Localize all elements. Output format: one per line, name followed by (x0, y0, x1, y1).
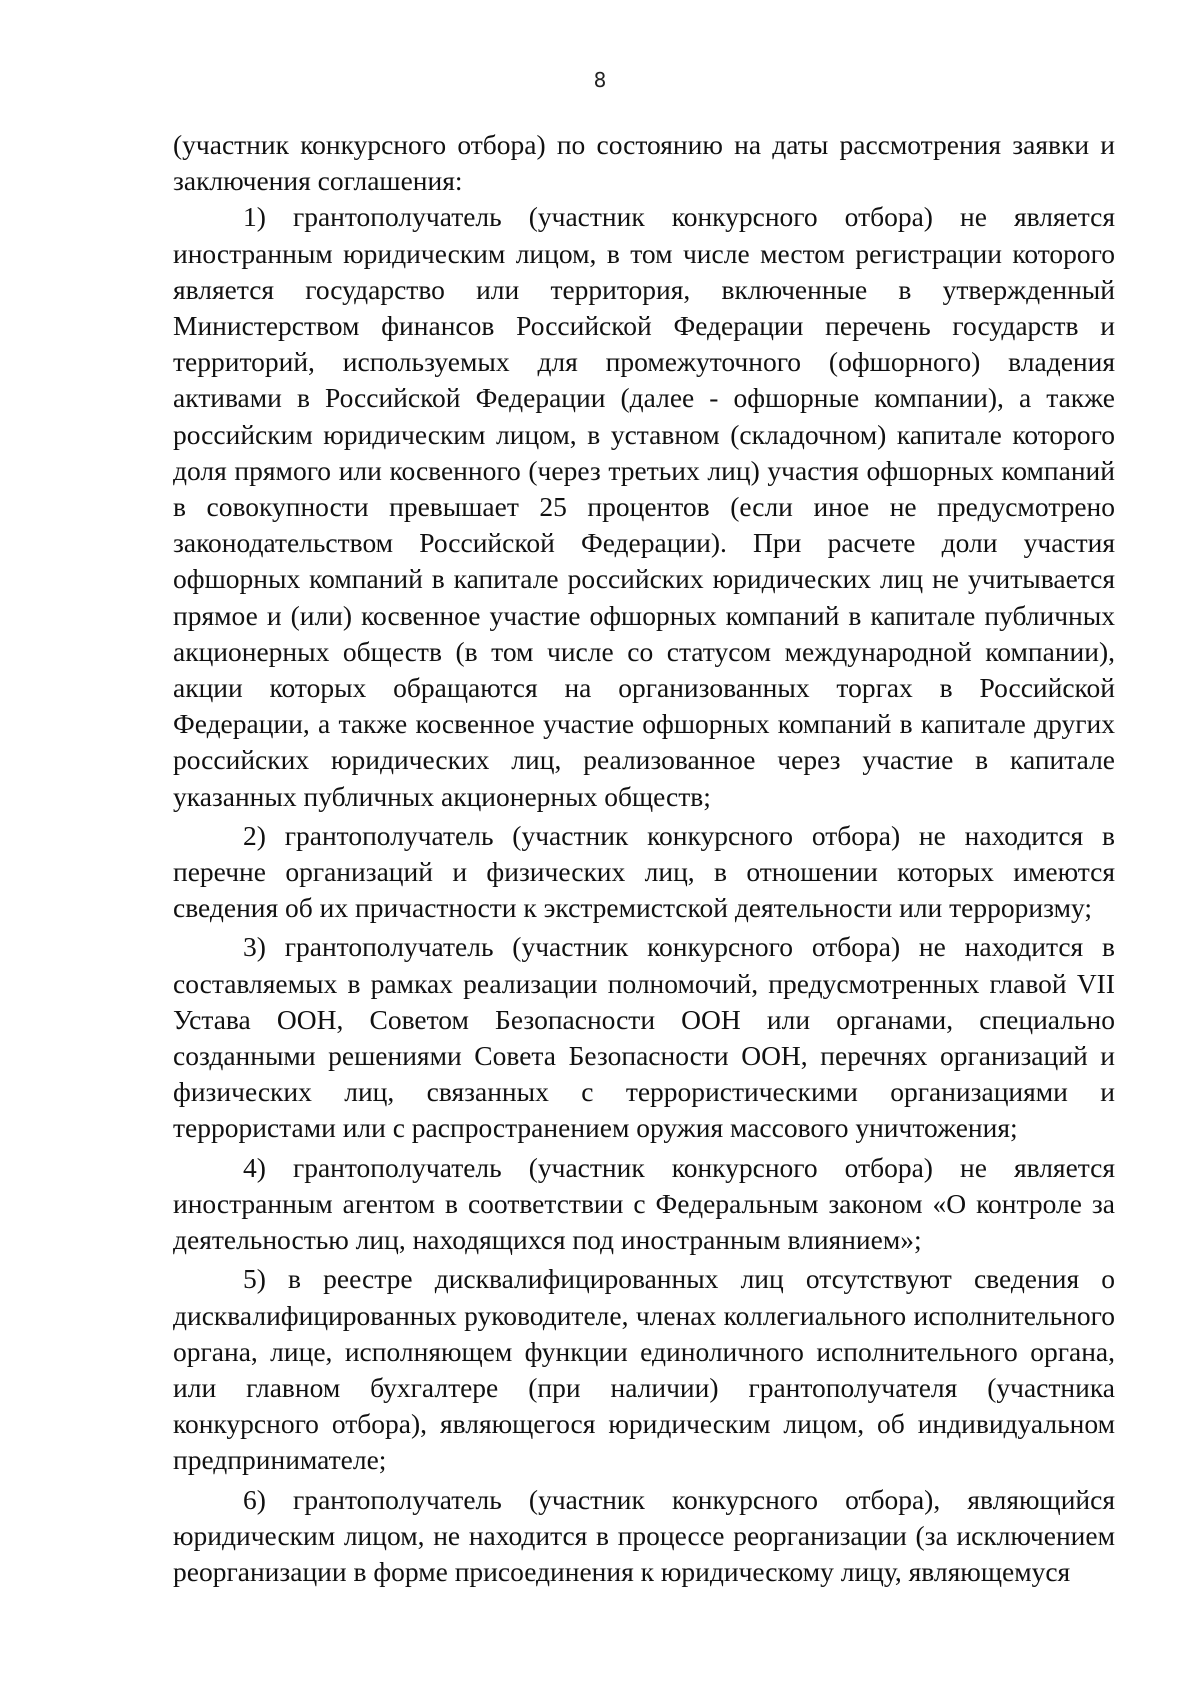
paragraph-item-1: 1) грантополучатель (участник конкурсного отбора) не является иностранным юридическим лицом, в том числе местом регистрации которого является государство или территория, включенные в утвержденный Министерством финансов Российской Федерации перечень государств и территорий, используемых для промежуточного (офшорного) владения активами в Российской Федерации (далее - офшорные компании), а также российским юридическим лицом, в уставном (складочном) капитале которого доля прямого или косвенного (через третьих лиц) участия офшорных компаний в совокупности превышает 25 процентов (если иное не предусмотрено законодательством Российской Федерации). При расчете доли участия офшорных компаний в капитале российских юридических лиц не учитывается прямое и (или) косвенное участие офшорных компаний в капитале публичных акционерных обществ (в том числе со статусом международной компании), акции которых обращаются на организованных торгах в Российской Федерации, а также косвенное участие офшорных компаний в капитале других российских юридических лиц, реализованное через участие в капитале указанных публичных акционерных обществ; (173, 201, 1115, 812)
paragraph-continuation: (участник конкурсного отбора) по состоянию на даты рассмотрения заявки и заключения соглашения: (173, 129, 1115, 197)
paragraph-item-2: 2) грантополучатель (участник конкурсного отбора) не находится в перечне организаций и физических лиц, в отношении которых имеются сведения об их причастности к экстремистской деятельности или терроризму; (173, 819, 1115, 924)
paragraph-item-3: 3) грантополучатель (участник конкурсного отбора) не находится в составляемых в рамках реализации полномочий, предусмотренных главой VII Устава ООН, Советом Безопасности ООН или органами, специально созданными решениями Совета Безопасности ООН, перечнях организаций и физических лиц, связанных с террористическими организациями и террористами или с распространением оружия массового уничтожения; (173, 931, 1115, 1144)
paragraph-item-4: 4) грантополучатель (участник конкурсного отбора) не является иностранным агентом в соответствии с Федеральным законом «О контроле за деятельностью лиц, находящихся под иностранным влиянием»; (173, 1151, 1115, 1256)
paragraph-item-6: 6) грантополучатель (участник конкурсного отбора), являющийся юридическим лицом, не находится в процессе реорганизации (за исключением реорганизации в форме присоединения к юридическому лицу, являющемуся (173, 1483, 1115, 1587)
paragraph-item-5: 5) в реестре дисквалифицированных лиц отсутствуют сведения о дисквалифицированных руководителе, членах коллегиального исполнительного органа, лице, исполняющем функции единоличного исполнительного органа, или главном бухгалтере (при наличии) грантополучателя (участника конкурсного отбора), являющегося юридическим лицом, об индивидуальном предпринимателе; (173, 1263, 1115, 1476)
document-body (173, 127, 1115, 1590)
page-number: 8 (593, 68, 607, 92)
